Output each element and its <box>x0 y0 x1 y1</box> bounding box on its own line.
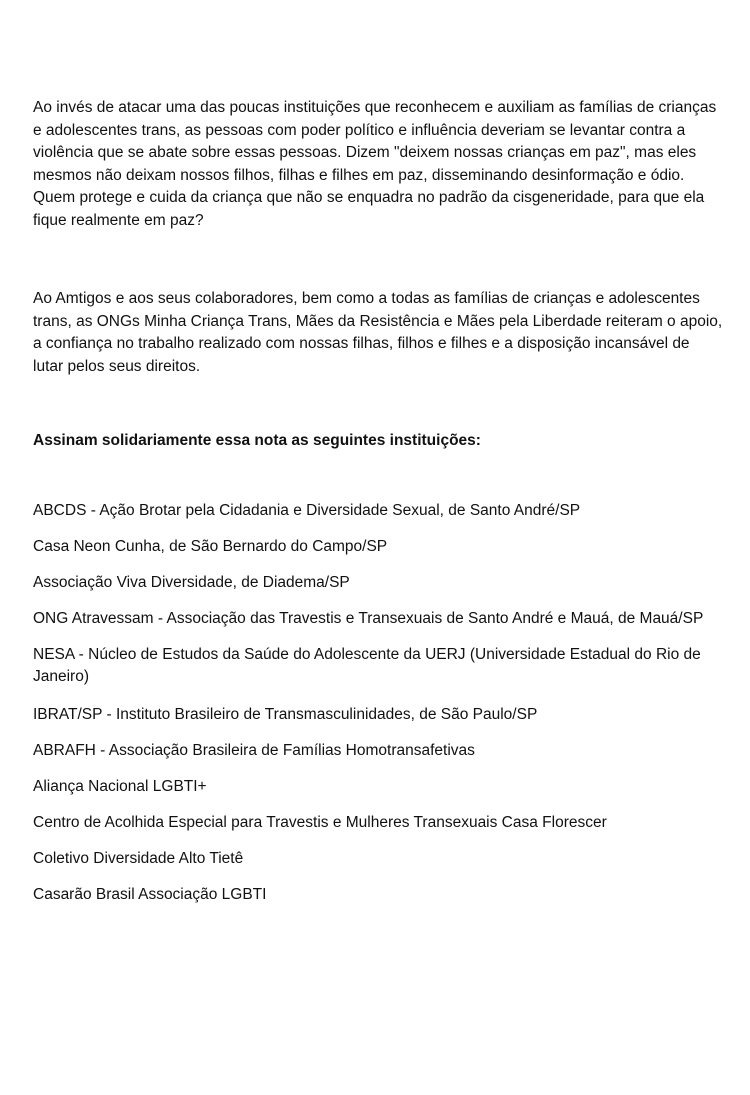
organization-item: IBRAT/SP - Instituto Brasileiro de Transmasculinidades, de São Paulo/SP <box>33 706 538 723</box>
organization-item: ABCDS - Ação Brotar pela Cidadania e Diversidade Sexual, de Santo André/SP <box>33 502 581 519</box>
paragraph-support: Ao Amtigos e aos seus colaboradores, bem como a todas as famílias de crianças e adolescentes trans, as ONGs Minha Criança Trans, Mães da Resistência e Mães pela Liberdade reiteram o apoio, a confiança no trabalho realizado com nossas filhas, filhos e filhes e a disposição incansável de lutar pelos seus direitos. <box>33 290 723 375</box>
paragraph-statement: Ao invés de atacar uma das poucas instituições que reconhecem e auxiliam as famílias de crianças e adolescentes trans, as pessoas com poder político e influência deveriam se levantar contra a violência que se abate sobre essas pessoas. Dizem "deixem nossas crianças em paz", mas eles mesmos não deixam nossos filhos, filhas e filhes em paz, disseminando desinformação e ódio. Quem protege e cuida da criança que não se enquadra no padrão da cisgeneridade, para que ela fique realmente em paz? <box>33 99 717 229</box>
organization-item: Centro de Acolhida Especial para Travestis e Mulheres Transexuais Casa Florescer <box>33 814 607 831</box>
organization-item: Associação Viva Diversidade, de Diadema/SP <box>33 574 350 591</box>
organization-item: ONG Atravessam - Associação das Travestis e Transexuais de Santo André e Mauá, de Mauá/SP <box>33 610 704 627</box>
signatories-heading: Assinam solidariamente essa nota as seguintes instituições: <box>33 432 481 449</box>
organization-item: Coletivo Diversidade Alto Tietê <box>33 850 244 867</box>
organization-item: Casarão Brasil Associação LGBTI <box>33 886 267 903</box>
organization-item: ABRAFH - Associação Brasileira de Famílias Homotransafetivas <box>33 742 475 759</box>
organization-item: Casa Neon Cunha, de São Bernardo do Campo/SP <box>33 538 388 555</box>
organization-item: NESA - Núcleo de Estudos da Saúde do Adolescente da UERJ (Universidade Estadual do Rio de Janeiro) <box>33 646 701 685</box>
organization-item: Aliança Nacional LGBTI+ <box>33 778 207 795</box>
